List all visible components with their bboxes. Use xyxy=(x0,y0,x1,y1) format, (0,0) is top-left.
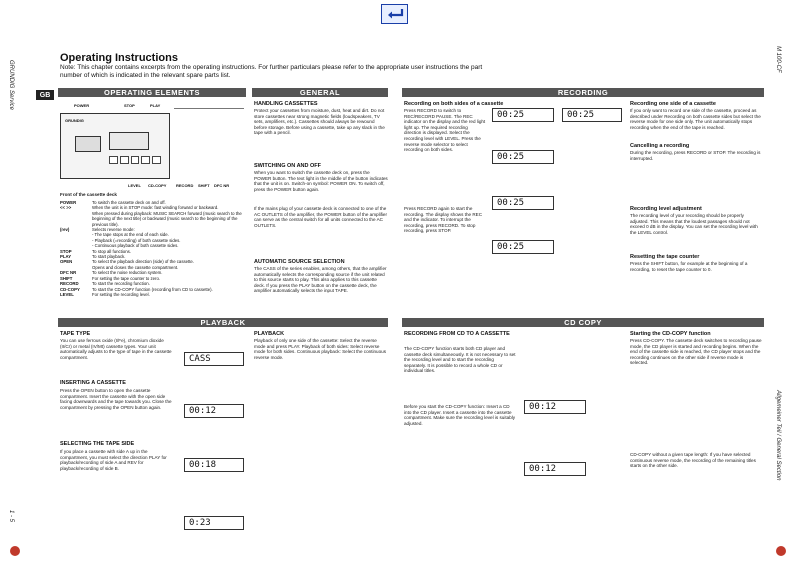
deck-brand: GRUNDIG xyxy=(65,118,84,123)
control-description: For setting the recording level. xyxy=(92,291,150,297)
return-arrow-icon xyxy=(385,7,405,21)
control-key: (rev) xyxy=(60,227,70,233)
prev-page-icon[interactable] xyxy=(10,546,20,556)
left-margin xyxy=(8,60,20,540)
pb-tape-type-heading: TAPE TYPE xyxy=(60,331,91,337)
rec-both-text: Press RECORD to switch to REC/RECORD PAUSE. The REC indicator on the display and the red light light up. The required recording direction is displayed. Select the recording level with LEVEL. Press the reverse mode selector to select recording on both sides. xyxy=(404,108,486,153)
intro-note: Note: This chapter contains excerpts from the operating instructions. For further particulars please refer to the appropriate user instructions the part number of which is indicated in the relevant spare parts list. xyxy=(60,64,483,79)
general-handling-heading: HANDLING CASSETTES xyxy=(254,101,318,107)
control-description: To switch the cassette deck on and off. xyxy=(92,200,166,205)
deck-buttons xyxy=(109,156,161,164)
rec-display-2: 00:25 xyxy=(492,150,554,164)
deck-display xyxy=(109,132,149,150)
pb-display-4: 0:23 xyxy=(184,516,244,530)
rec-display-1: 00:25 xyxy=(492,108,554,122)
next-page-icon[interactable] xyxy=(776,546,786,556)
pb-playback-text: Playback of only one side of the cassette: Select the reverse mode and press PLAY. Playback of both sides: Select reverse mode for both sides. Continuous playback: Select the continuous reverse mode. xyxy=(254,338,387,360)
deck-caption: Front of the cassette deck xyxy=(60,192,117,197)
rec-level-heading: Recording level adjustment xyxy=(630,206,702,212)
page-number: 1 - 5 xyxy=(8,510,14,523)
control-description: To stop all functions. xyxy=(92,248,131,254)
general-source-heading: AUTOMATIC SOURCE SELECTION xyxy=(254,259,345,265)
label-stop: STOP xyxy=(124,103,135,108)
pb-playback-heading: PLAYBACK xyxy=(254,331,285,337)
rec-display-5: 00:25 xyxy=(562,108,622,122)
pb-tape-type-text: You can use ferrous oxide (I/Fe), chromium dioxide (II/Cr) or metal (IV/Mt) cassette types. Your unit automatically adjusts to the type of tape in the cassette compartment. xyxy=(60,338,172,360)
general-source-text: The CASS of the series enables, among others, that the amplifier automatically selects the corresponding source if the unit related to this source starts to play. This also applies to this cassette deck. If you press the PLAY button on the cassette deck, the amplifier automatically selects the input TAPE. xyxy=(254,266,387,294)
control-description: To select the playback direction (side) of the cassette. xyxy=(92,259,194,265)
control-key: << >> xyxy=(60,205,72,211)
general-switching-heading: SWITCHING ON AND OFF xyxy=(254,163,322,169)
bar-recording: RECORDING xyxy=(402,88,764,97)
control-description: To select the noise reduction system. xyxy=(92,270,163,276)
pb-display-cass: CASS xyxy=(184,352,244,366)
controls-row xyxy=(60,292,250,297)
cassette-slot xyxy=(75,136,101,152)
model-number: M 100-CF xyxy=(775,46,781,73)
control-description: For setting the tape counter to zero. xyxy=(92,275,161,281)
general-switching-text-2: If the mains plug of your cassette deck is connected to one of the AC OUTLETS of the amplifier, the POWER button of the amplifier can serve as the central switch for all units connected to the AC OUTLETS. xyxy=(254,206,388,228)
right-margin xyxy=(773,40,787,560)
control-key: SHIFT xyxy=(60,275,73,281)
controls-table xyxy=(60,200,250,297)
pb-display-2: 00:12 xyxy=(184,404,244,418)
pb-insert-heading: INSERTING A CASSETTE xyxy=(60,380,126,386)
language-tag: GB xyxy=(36,90,54,100)
control-description: Opens and closes the cassette compartment. xyxy=(92,264,179,270)
control-key: STOP xyxy=(60,248,72,254)
cd-nolength-text: CD-COPY without a given tape length: If you have selected continuous reverse mode, the recording of the remaining titles starts on the other side. xyxy=(630,452,756,469)
controls-row xyxy=(60,211,250,227)
bar-operating-elements: OPERATING ELEMENTS xyxy=(58,88,246,97)
control-key: LEVEL xyxy=(60,291,74,297)
rec-display-4: 00:25 xyxy=(492,240,554,254)
control-key: RECORD xyxy=(60,281,79,287)
rec-display-3: 00:25 xyxy=(492,196,554,210)
bar-cd-copy: CD COPY xyxy=(402,318,764,327)
rec-reset-text: Press the SHIFT button, for example at the beginning of a recording, to reset the tape counter to 0. xyxy=(630,261,748,272)
cd-recording-text: The CD-COPY function starts both CD player and cassette deck simultaneously. It is not necessary to set the recording level and to start the recording separately. It is possible to record a whole CD or individual titles. xyxy=(404,346,516,374)
cd-recording-heading: RECORDING FROM CD TO A CASSETTE xyxy=(404,331,510,337)
pb-side-text: If you place a cassette with side A up in the compartment, you must select the direction PLAY for playback/recording of side A and REV for playback/recording of side B. xyxy=(60,449,167,471)
control-description: - The tape stops at the end of each side. xyxy=(92,232,169,238)
bar-playback: PLAYBACK xyxy=(58,318,388,327)
rec-cancel-text: During the recording, press RECORD or STOP. The recording is interrupted. xyxy=(630,150,761,161)
control-description: - Continuous playback of both cassette sides. xyxy=(92,243,179,249)
control-description: When the unit is in STOP mode: fast winding forward or backward. xyxy=(92,205,219,211)
cd-display-1: 00:12 xyxy=(524,400,586,414)
left-margin-brand: GRUNDIG Service xyxy=(8,60,14,111)
rec-both-text-2: Press RECORD again to start the recording. The display shows the REC and the indicator. To interrupt the recording, press RECORD. To stop recording, press STOP. xyxy=(404,206,483,234)
cd-start-heading: Starting the CD-COPY function xyxy=(630,331,711,337)
cd-recording-text-2: Before you start the CD-COPY function: Insert a CD into the CD player. Insert a cassette into the cassette compartment. Make sure the recording level is suitably adjusted. xyxy=(404,404,516,426)
rec-one-heading: Recording one side of a cassette xyxy=(630,101,716,107)
section-label: Allgemeiner Teil / General Section xyxy=(775,390,781,481)
pb-side-heading: SELECTING THE TAPE SIDE xyxy=(60,441,135,447)
control-description: Selects reverse mode: xyxy=(92,227,135,233)
control-description: To start playback. xyxy=(92,254,126,260)
rec-one-text: If you only want to record one side of the cassette, proceed as described under Recording on both cassette sides but select the reverse mode for one side only. The unit automatically stops recording when the end of the tape is reached. xyxy=(630,108,761,130)
bar-general: GENERAL xyxy=(252,88,388,97)
rec-cancel-heading: Cancelling a recording xyxy=(630,143,690,149)
general-handling-text: Protect your cassettes from moisture, dust, heat and dirt. Do not store cassettes near strong magnetic fields (loudspeakers, TV sets, amplifiers, etc.). Cassettes should always be rewound before storage. Before using a cassette, take up any slack in the tape with a pencil. xyxy=(254,108,385,136)
control-key: PLAY xyxy=(60,254,72,260)
general-switching-text: When you want to switch the cassette deck on, press the POWER button. The text light in the middle of the button indicates that the unit is on. Switch-on symbol: POWER ON. To switch off, press the POWER button again. xyxy=(254,170,388,192)
control-key: CD-COPY xyxy=(60,286,80,292)
control-key: DFC NR xyxy=(60,270,77,276)
control-description: When pressed during playback: MUSIC SEARCH forward (music search to the beginning of the next title) or backward (music search to the beginning of the previous title). xyxy=(92,210,242,227)
control-description: To start the recording function. xyxy=(92,281,150,287)
rec-reset-heading: Resetting the tape counter xyxy=(630,254,700,260)
control-description: To start the CD-COPY function (recording from CD to cassette). xyxy=(92,286,213,292)
control-description: - Playback (=recording) of both cassette sides. xyxy=(92,237,181,243)
cd-display-2: 00:12 xyxy=(524,462,586,476)
pb-insert-text: Press the OPEN button to open the cassette compartment. Insert the cassette with the open side facing downwards and the tape towards you. Close the compartment by pressing the OPEN button again. xyxy=(60,388,172,410)
back-button[interactable] xyxy=(381,4,408,24)
label-level: LEVEL xyxy=(128,183,141,188)
cassette-deck-illustration xyxy=(60,113,170,179)
rec-both-heading: Recording on both sides of a cassette xyxy=(404,101,504,107)
rec-level-text: The recording level of your recording should be properly adjusted. This means that the loudest passages should not exceed 0 dB in the display. You can set the recording level with the LEVEL control. xyxy=(630,213,758,235)
control-key xyxy=(60,211,92,227)
label-dfc-nr: DFC NR xyxy=(214,183,230,188)
label-cd-copy: CD-COPY xyxy=(148,183,167,188)
page-title: Operating Instructions xyxy=(60,52,178,64)
control-key: OPEN xyxy=(60,259,73,265)
label-play: PLAY xyxy=(150,103,161,108)
label-record: RECORD xyxy=(176,183,194,188)
cd-start-text: Press CD-COPY. The cassette deck switches to recording pause mode, the CD player is started and recording begins. When the end of the cassette side is reached, the CD player stops and the recording continues on the other side if reverse mode is selected. xyxy=(630,338,762,366)
label-power: POWER xyxy=(74,103,90,108)
pb-display-3: 00:18 xyxy=(184,458,244,472)
control-key: POWER xyxy=(60,200,77,205)
label-shift: SHIFT xyxy=(198,183,210,188)
